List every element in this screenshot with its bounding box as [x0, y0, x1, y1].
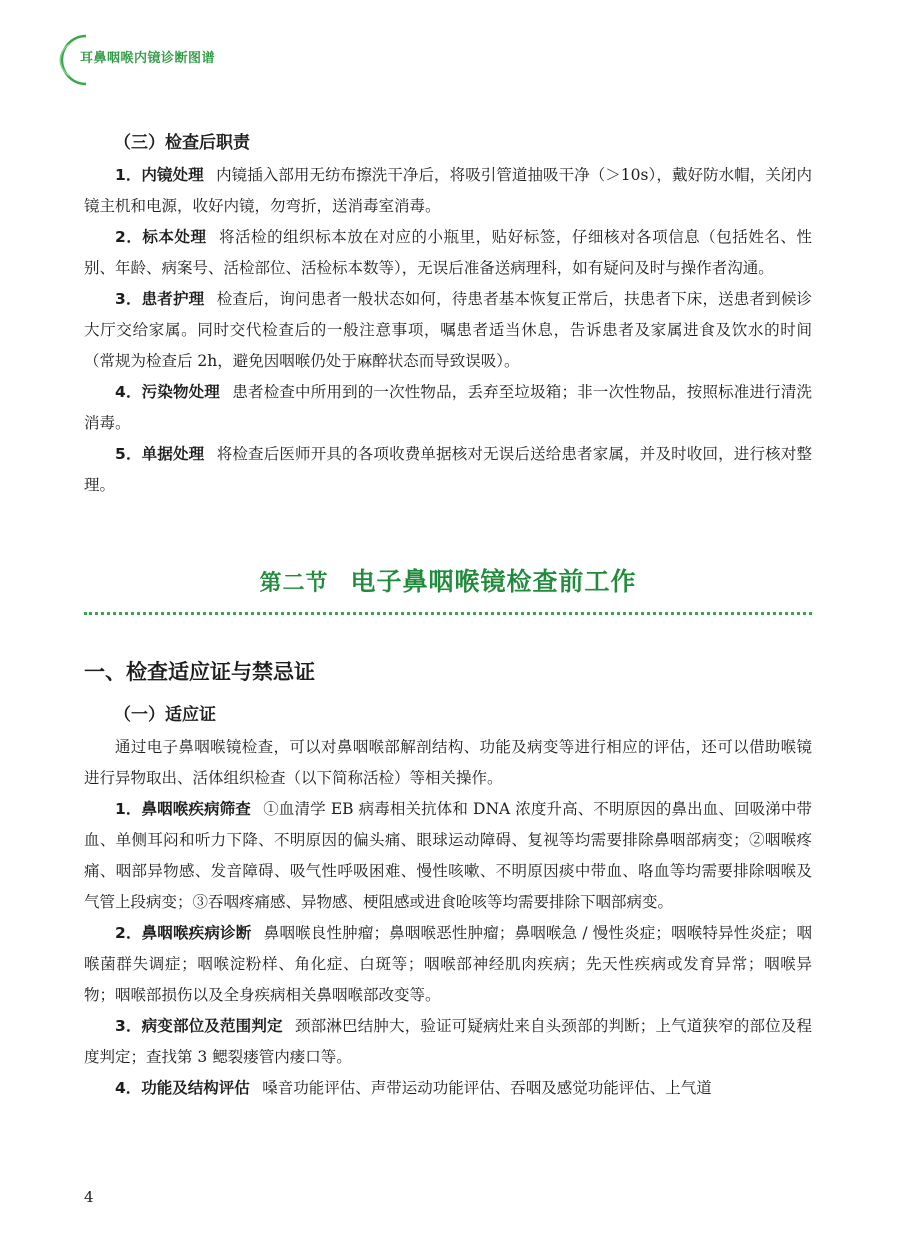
section-title-text: 电子鼻咽喉镜检查前工作 — [350, 567, 637, 596]
term-label: 2．鼻咽喉疾病诊断 — [115, 924, 252, 942]
paragraph-text: 将检查后医师开具的各项收费单据核对无误后送给患者家属，并及时收回，进行核对整理。 — [84, 445, 812, 494]
term-label: 1．鼻咽喉疾病筛查 — [115, 800, 251, 818]
paragraph-patient-care — [84, 284, 812, 377]
paragraph-endoscope-handling — [84, 160, 812, 222]
book-title: 耳鼻咽喉内镜诊断图谱 — [80, 51, 216, 66]
paragraph-screening — [84, 794, 812, 918]
paragraph-specimen-handling — [84, 222, 812, 284]
term-label: 2．标本处理 — [115, 228, 207, 246]
page-number: 4 — [84, 1188, 94, 1206]
paragraph-function-assessment — [84, 1073, 812, 1104]
paragraph-text: 检查后，询问患者一般状态如何，待患者基本恢复正常后，扶患者下床，送患者到候诊大厅交给家属。同时交代检查后的一般注意事项，嘱患者适当休息，告诉患者及家属进食及饮水的时间（常规为检查后 2h，避免因咽喉仍处于麻醉状态而导致误吸）。 — [84, 290, 812, 370]
paragraph-text: ①血清学 EB 病毒相关抗体和 DNA 浓度升高、不明原因的鼻出血、回吸涕中带血、单侧耳闷和听力下降、不明原因的偏头痛、眼球运动障碍、复视等均需要排除鼻咽部病变；②咽喉疼痛、咽部异物感、发音障碍、吸气性呼吸困难、慢性咳嗽、不明原因痰中带血、咯血等均需要排除咽喉及气管上段病变；③吞咽疼痛感、异物感、梗阻感或进食呛咳等均需要排除下咽部病变。 — [84, 800, 812, 911]
paragraph-text: 颈部淋巴结肿大，验证可疑病灶来自头颈部的判断；上气道狭窄的部位及程度判定；查找第 3 鳃裂瘘管内瘘口等。 — [84, 1017, 812, 1066]
paragraph-text: 鼻咽喉良性肿瘤；鼻咽喉恶性肿瘤；鼻咽喉急 / 慢性炎症；咽喉特异性炎症；咽喉菌群失调症；咽喉淀粉样、角化症、白斑等；咽喉部神经肌肉疾病；先天性疾病或发育异常；咽喉异物；咽喉部损伤以及全身疾病相关鼻咽喉部改变等。 — [84, 924, 812, 1004]
term-label: 4．污染物处理 — [115, 383, 220, 401]
term-label: 3．病变部位及范围判定 — [115, 1017, 283, 1035]
paragraph-text: 患者检查中所用到的一次性物品，丢弃至垃圾箱；非一次性物品，按照标准进行清洗消毒。 — [84, 383, 812, 432]
paragraph-text: 内镜插入部用无纺布擦洗干净后，将吸引管道抽吸干净（＞10s），戴好防水帽，关闭内镜主机和电源，收好内镜，勿弯折，送消毒室消毒。 — [84, 166, 812, 215]
paragraph-diagnosis — [84, 918, 812, 1011]
indications-section — [84, 654, 812, 1104]
term-label: 5．单据处理 — [115, 445, 205, 463]
paragraph-contaminant-handling — [84, 377, 812, 439]
term-label: 4．功能及结构评估 — [115, 1079, 250, 1097]
section-divider — [84, 612, 812, 615]
paragraph-text: 嗓音功能评估、声带运动功能评估、吞咽及感觉功能评估、上气道 — [262, 1079, 712, 1097]
paragraph-intro: 通过电子鼻咽喉镜检查，可以对鼻咽喉部解剖结构、功能及病变等进行相应的评估，还可以借助喉镜进行异物取出、活体组织检查（以下简称活检）等相关操作。 — [84, 738, 812, 787]
sub-heading-indications: （一）适应证 — [114, 705, 216, 725]
paragraph-lesion-range — [84, 1011, 812, 1073]
term-label: 1．内镜处理 — [115, 166, 204, 184]
term-label: 3．患者护理 — [115, 290, 205, 308]
post-exam-duties — [84, 126, 812, 501]
paragraph-receipt-handling — [84, 439, 812, 501]
running-header — [56, 30, 386, 88]
main-heading: 一、检查适应证与禁忌证 — [84, 660, 315, 684]
paragraph-text: 将活检的组织标本放在对应的小瓶里，贴好标签，仔细核对各项信息（包括姓名、性别、年龄、病案号、活检部位、活检标本数等），无误后准备送病理科，如有疑问及时与操作者沟通。 — [84, 228, 812, 277]
sub-heading-post-exam: （三）检查后职责 — [114, 133, 250, 153]
section-number: 第二节 — [259, 571, 329, 596]
section-title — [84, 562, 812, 598]
